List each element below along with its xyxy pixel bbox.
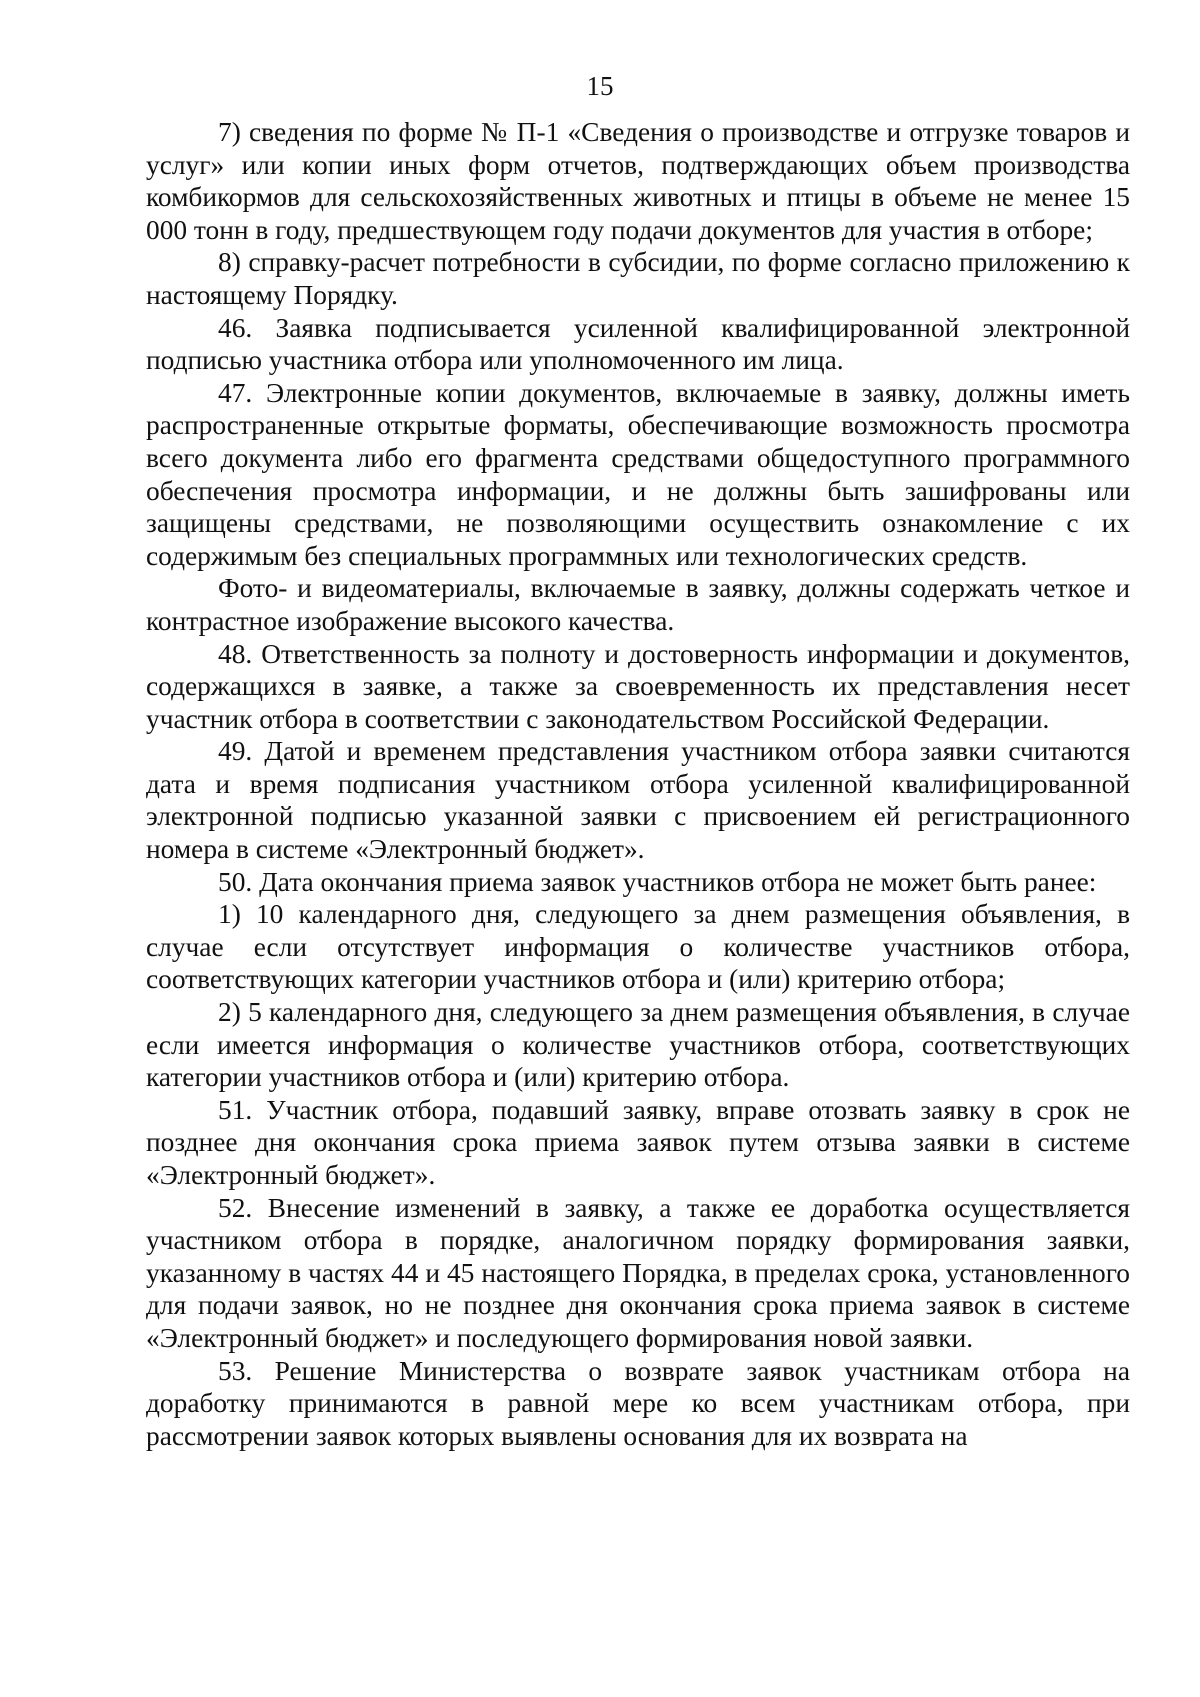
list-item-2-five-days: 2) 5 календарного дня, следующего за днем размещения объявления, в случае если имеется информация о количестве участников отбора, соответствующих категории участников отбора и (или) критерию отбора. [146, 997, 1130, 1093]
page-number: 15 [586, 71, 614, 101]
paragraph-53-return-decision: 53. Решение Министерства о возврате заявок участникам отбора на доработку принимаются в равной мере ко всем участникам отбора, при рассмотрении заявок которых выявлены основания для их возврата на [146, 1355, 1130, 1451]
paragraph-51-withdrawal: 51. Участник отбора, подавший заявку, вправе отозвать заявку в срок не позднее дня окончания срока приема заявок путем отзыва заявки в системе «Электронный бюджет». [146, 1094, 1130, 1190]
paragraph-47-electronic-copies: 47. Электронные копии документов, включаемые в заявку, должны иметь распространенные открытые форматы, обеспечивающие возможность просмотра всего документа либо его фрагмента средствами общедоступного программного обеспечения просмотра информации, и не должны быть зашифрованы или защищены средствами, не позволяющими осуществить ознакомление с их содержимым без специальных программных или технологических средств. [146, 377, 1130, 571]
paragraph-46-signature: 46. Заявка подписывается усиленной квалифицированной электронной подписью участника отбора или уполномоченного им лица. [146, 312, 1130, 376]
list-item-7-production-data: 7) сведения по форме № П-1 «Сведения о производстве и отгрузке товаров и услуг» или копии иных форм отчетов, подтверждающих объем производства комбикормов для сельскохозяйственных животных и птицы в объеме не менее 15 000 тонн в году, предшествующем году подачи документов для участия в отборе; [146, 117, 1130, 245]
document-body [146, 116, 1130, 1452]
paragraph-49-submission-date: 49. Датой и временем представления участником отбора заявки считаются дата и время подписания участником отбора усиленной квалифицированной электронной подписью указанной заявки с присвоением ей регистрационного номера в системе «Электронный бюджет». [146, 736, 1130, 865]
paragraph-48-responsibility: 48. Ответственность за полноту и достоверность информации и документов, содержащихся в заявке, а также за своевременность их представления несет участник отбора в соответствии с законодательством Российской Федерации. [146, 638, 1130, 734]
list-item-1-ten-days: 1) 10 календарного дня, следующего за днем размещения объявления, в случае если отсутствует информация о количестве участников отбора, соответствующих категории участников отбора и (или) критерию отбора; [146, 899, 1130, 995]
list-item-8-subsidy-calculation: 8) справку-расчет потребности в субсидии, по форме согласно приложению к настоящему Порядку. [146, 247, 1130, 310]
paragraph-52-amendments: 52. Внесение изменений в заявку, а также ее доработка осуществляется участником отбора в порядке, аналогичном порядку формирования заявки, указанному в частях 44 и 45 настоящего Порядка, в пределах срока, установленного для подачи заявок, но не позднее дня окончания срока приема заявок в системе «Электронный бюджет» и последующего формирования новой заявки. [146, 1192, 1130, 1353]
paragraph-50-deadline: 50. Дата окончания приема заявок участников отбора не может быть ранее: [218, 866, 1097, 897]
paragraph-photo-video: Фото- и видеоматериалы, включаемые в заявку, должны содержать четкое и контрастное изображение высокого качества. [146, 573, 1130, 636]
